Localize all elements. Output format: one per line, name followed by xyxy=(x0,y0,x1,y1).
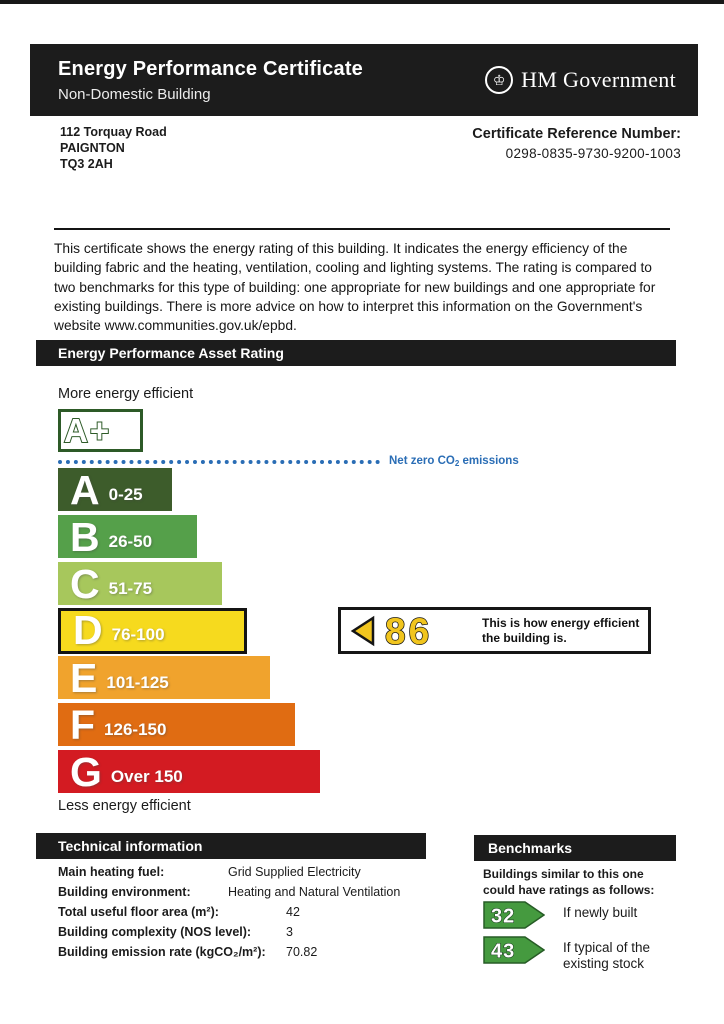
band-range: Over 150 xyxy=(110,767,183,786)
benchmark-badge-icon xyxy=(483,901,545,929)
band-letter: B xyxy=(70,514,100,561)
technical-label: Building environment: xyxy=(58,885,191,899)
band-range: 26-50 xyxy=(108,532,153,551)
benchmark-value: 43 xyxy=(491,940,516,963)
benchmark-label: If newly built xyxy=(563,905,638,920)
rating-band-b xyxy=(58,514,197,561)
band-letter: F xyxy=(70,702,96,749)
rating-bands xyxy=(58,468,320,797)
section-heading-benchmarks: Benchmarks xyxy=(474,835,676,861)
band-range: 51-75 xyxy=(108,579,153,598)
hm-government-logo xyxy=(485,66,676,94)
more-energy-efficient-label: More energy efficient xyxy=(58,386,194,402)
a-plus-letters xyxy=(61,413,133,449)
benchmark-label: If typical of the existing stock xyxy=(563,940,651,971)
technical-value: 42 xyxy=(286,905,300,919)
technical-value: 70.82 xyxy=(286,945,318,959)
technical-label: Building emission rate (kgCO₂/m²): xyxy=(58,945,266,959)
header-titles xyxy=(58,58,363,103)
rating-note: This is how energy efficient the building is. xyxy=(482,615,640,645)
band-a-plus xyxy=(58,409,143,452)
band-letter: D xyxy=(73,607,103,654)
address-line-1: 112 Torquay Road xyxy=(60,125,167,139)
technical-label: Main heating fuel: xyxy=(58,865,165,879)
hm-government-logo-text: HM Government xyxy=(521,67,676,92)
band-range: 126-150 xyxy=(104,720,167,739)
section-heading-technical: Technical information xyxy=(36,833,426,859)
technical-value: 3 xyxy=(286,925,293,939)
net-zero-label: Net zero $CO_2$ emissions xyxy=(389,455,519,468)
certificate-header xyxy=(30,44,698,116)
rating-score xyxy=(382,611,456,651)
band-letter: E xyxy=(70,655,98,702)
technical-row xyxy=(58,906,448,919)
rating-indicator xyxy=(338,607,651,654)
technical-value: Heating and Natural Ventilation xyxy=(228,885,401,899)
page-top-rule xyxy=(0,0,724,4)
royal-crest-icon: ♔ xyxy=(485,66,513,94)
rating-band-d xyxy=(58,608,247,654)
rating-band-f xyxy=(58,702,295,749)
benchmark-value: 32 xyxy=(491,905,516,928)
property-address xyxy=(60,124,167,172)
certificate-title: Energy Performance Certificate xyxy=(58,57,364,80)
net-zero-dotted-line xyxy=(58,460,380,464)
technical-row xyxy=(58,886,448,899)
net-zero-line xyxy=(58,455,519,468)
rating-band-e xyxy=(58,655,270,702)
rating-band-a xyxy=(58,467,172,514)
address-line-2: PAIGNTON xyxy=(60,141,125,155)
a-plus-label: A+ xyxy=(64,412,112,449)
technical-label: Total useful floor area (m²): xyxy=(58,905,219,919)
band-letter: C xyxy=(70,561,100,608)
technical-row xyxy=(58,926,448,939)
band-letter: A xyxy=(70,467,100,514)
intro-paragraph: This certificate shows the energy rating of this building. It indicates the energy efficiency of the building fabric and the heating, ventilation, cooling and lighting systems. The rating is compared to two benchmarks for this type of building: one appropriate for new buildings and one appropriate for existing buildings. There is more advice on how to interpret this information on the Government's website www.communities.gov.uk/epbd. xyxy=(54,228,670,336)
section-heading-asset-rating: Energy Performance Asset Rating xyxy=(36,340,676,366)
band-range: 0-25 xyxy=(108,485,143,504)
technical-value: Grid Supplied Electricity xyxy=(228,865,361,879)
rating-value: 86 xyxy=(385,610,433,651)
band-range: 101-125 xyxy=(106,673,169,692)
rating-band-g xyxy=(58,749,320,796)
rating-arrow-icon xyxy=(349,615,376,647)
technical-row xyxy=(58,946,448,959)
certificate-reference xyxy=(370,126,681,161)
certificate-subtitle: Non-Domestic Building xyxy=(58,85,211,103)
certificate-reference-label: Certificate Reference Number: xyxy=(472,126,681,142)
technical-row xyxy=(58,866,448,879)
band-range: 76-100 xyxy=(111,625,165,644)
address-line-3: TQ3 2AH xyxy=(60,157,113,171)
technical-rows xyxy=(58,866,448,966)
band-letter: G xyxy=(70,749,102,796)
less-energy-efficient-label: Less energy efficient xyxy=(58,798,191,814)
benchmarks-intro: Buildings similar to this one could have ratings as follows: xyxy=(483,867,655,897)
benchmark-badge-icon xyxy=(483,936,545,964)
rating-band-c xyxy=(58,561,222,608)
benchmark-items xyxy=(483,901,683,979)
benchmark-item xyxy=(483,901,683,929)
certificate-reference-number: 0298-0835-9730-9200-1003 xyxy=(505,146,681,161)
benchmark-item xyxy=(483,936,683,972)
technical-label: Building complexity (NOS level): xyxy=(58,925,252,939)
